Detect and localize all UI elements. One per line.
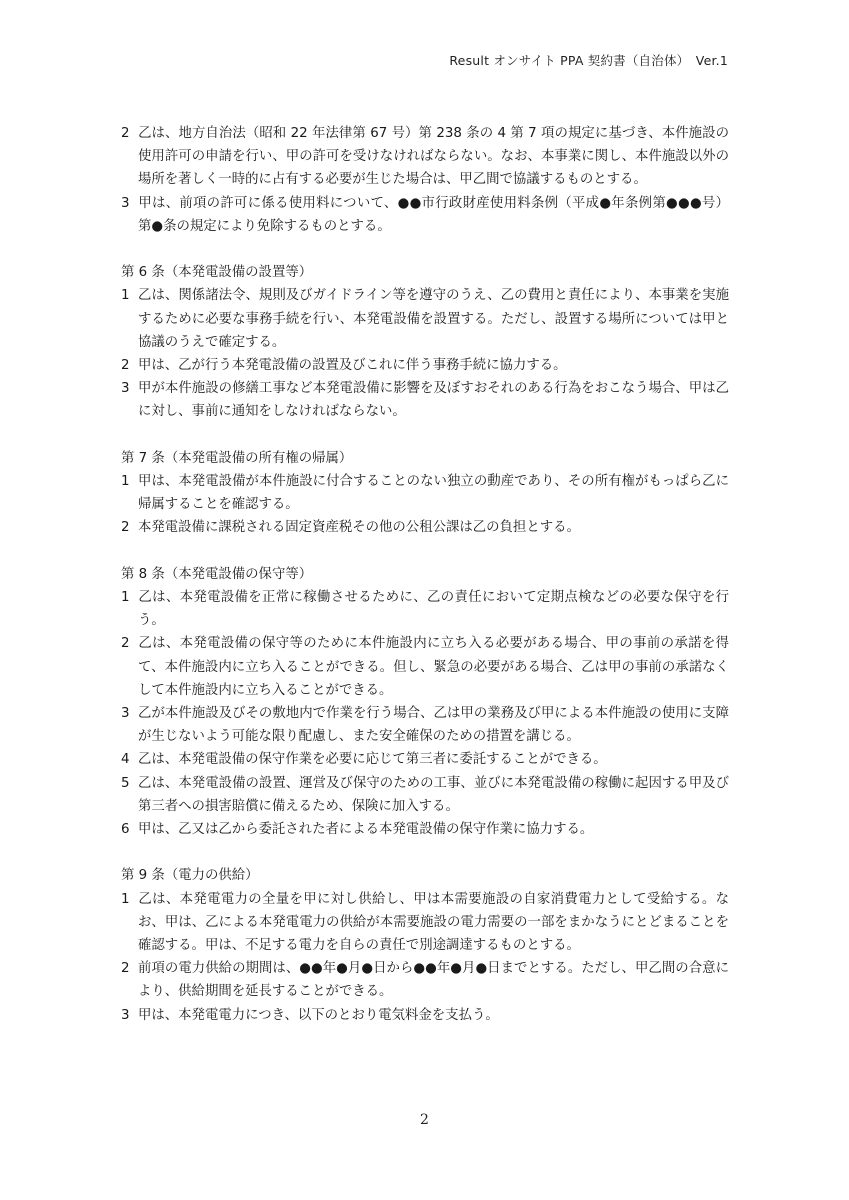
page-number: 2: [420, 1112, 429, 1128]
document-body: [121, 122, 729, 1050]
clause-number: 6: [121, 822, 130, 838]
clause-paragraph: [121, 1004, 729, 1027]
clause-paragraph: [121, 377, 729, 423]
article-section: [121, 261, 729, 423]
clause-text: 甲は、本発電電力につき、以下のとおり電気料金を支払う。: [138, 1007, 499, 1023]
clause-paragraph: [121, 586, 729, 632]
clause-number: 3: [121, 195, 130, 211]
clause-paragraph: [121, 192, 729, 238]
clause-number: 2: [121, 961, 130, 977]
clause-paragraph: [121, 748, 729, 771]
clause-text: 前項の電力供給の期間は、●●年●月●日から●●年●月●日までとする。ただし、甲乙間の合意により、供給期間を延長することができる。: [138, 961, 729, 1000]
clause-text: 本発電設備に課税される固定資産税その他の公租公課は乙の負担とする。: [138, 520, 580, 536]
clause-number: 3: [121, 706, 130, 722]
clause-text: 乙は、関係諸法令、規則及びガイドライン等を遵守のうえ、乙の費用と責任により、本事業を実施するために必要な事務手続を行い、本発電設備を設置する。ただし、設置する場所については甲と協議のうえで確定する。: [138, 288, 729, 350]
clause-number: 5: [121, 775, 130, 791]
clause-paragraph: [121, 284, 729, 354]
clause-text: 乙は、本発電設備の設置、運営及び保守のための工事、並びに本発電設備の稼働に起因する甲及び第三者への損害賠償に備えるため、保険に加入する。: [138, 775, 729, 814]
article-title: 第 9 条（電力の供給）: [121, 868, 259, 884]
clause-number: 2: [121, 358, 130, 374]
clause-text: 甲は、前項の許可に係る使用料について、●●市行政財産使用料条例（平成●年条例第●●●号）第●条の規定により免除するものとする。: [138, 195, 729, 234]
article-section: [121, 563, 729, 841]
clause-text: 乙は、本発電設備の保守等のために本件施設内に立ち入る必要がある場合、甲の事前の承諾を得て、本件施設内に立ち入ることができる。但し、緊急の必要がある場合、乙は甲の事前の承諾なくして本件施設内に立ち入ることができる。: [138, 636, 729, 698]
article-section: [121, 447, 729, 540]
document-header: Result オンサイト PPA 契約書（自治体） Ver.1: [449, 53, 728, 68]
article-title: 第 7 条（本発電設備の所有権の帰属）: [121, 450, 353, 466]
clause-text: 乙が本件施設及びその敷地内で作業を行う場合、乙は甲の業務及び甲による本件施設の使用に支障が生じないよう可能な限り配慮し、また安全確保のための措置を講じる。: [138, 706, 729, 745]
article-title: 第 6 条（本発電設備の設置等）: [121, 265, 313, 281]
clause-paragraph: [121, 632, 729, 702]
clause-number: 3: [121, 381, 130, 397]
clause-paragraph: [121, 354, 729, 377]
clause-paragraph: [121, 470, 729, 516]
clause-text: 甲は、乙が行う本発電設備の設置及びこれに伴う事務手続に協力する。: [138, 358, 567, 374]
clause-number: 1: [121, 474, 130, 490]
clause-text: 甲が本件施設の修繕工事など本発電設備に影響を及ぼすおそれのある行為をおこなう場合、甲は乙に対し、事前に通知をしなければならない。: [138, 381, 729, 420]
clause-paragraph: [121, 772, 729, 818]
clause-number: 1: [121, 590, 130, 606]
article-section: [121, 864, 729, 1026]
clause-paragraph: [121, 888, 729, 958]
clause-paragraph: [121, 818, 729, 841]
clause-number: 2: [121, 636, 130, 652]
clause-number: 3: [121, 1007, 130, 1023]
clause-text: 甲は、本発電設備が本件施設に付合することのない独立の動産であり、その所有権がもっぱら乙に帰属することを確認する。: [138, 474, 729, 513]
clause-text: 甲は、乙又は乙から委託された者による本発電設備の保守作業に協力する。: [138, 822, 594, 838]
clause-number: 2: [121, 126, 130, 141]
clause-number: 1: [121, 288, 130, 304]
clause-text: 乙は、地方自治法（昭和 22 年法律第 67 号）第 238 条の 4 第 7 項の規定に基づき、本件施設の使用許可の申請を行い、甲の許可を受けなければならない。なお、本事業に関し、本件施設以外の場所を著しく一時的に占有する必要が生じた場合は、甲乙間で協議するものとする。: [138, 126, 729, 188]
clause-number: 2: [121, 520, 130, 536]
clause-paragraph: [121, 122, 729, 192]
clause-number: 1: [121, 891, 130, 907]
clause-paragraph: [121, 957, 729, 1003]
article-section: [121, 122, 729, 238]
article-title: 第 8 条（本発電設備の保守等）: [121, 566, 313, 582]
clause-paragraph: [121, 516, 729, 539]
clause-paragraph: [121, 702, 729, 748]
clause-text: 乙は、本発電電力の全量を甲に対し供給し、甲は本需要施設の自家消費電力として受給する。なお、甲は、乙による本発電電力の供給が本需要施設の電力需要の一部をまかなうにとどまることを確認する。甲は、不足する電力を自らの責任で別途調達するものとする。: [138, 891, 729, 954]
clause-text: 乙は、本発電設備の保守作業を必要に応じて第三者に委託することができる。: [138, 752, 607, 768]
clause-text: 乙は、本発電設備を正常に稼働させるために、乙の責任において定期点検などの必要な保守を行う。: [138, 590, 729, 629]
clause-number: 4: [121, 752, 130, 768]
